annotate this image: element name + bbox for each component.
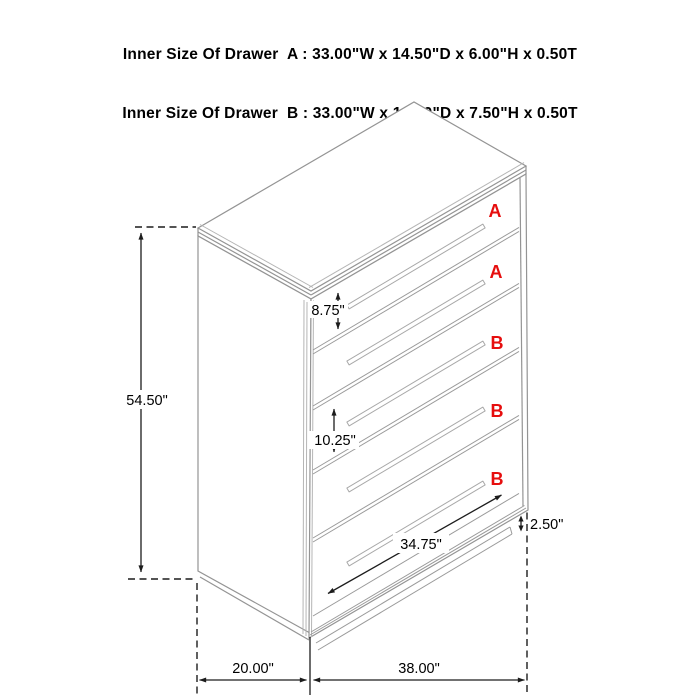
face-width-dimension-label: 34.75" <box>400 537 442 553</box>
dimension-overall-height <box>121 227 197 579</box>
drawer-b-size-text: Inner Size Of Drawer B : 33.00"W x 14.50"D x 7.50"H x 0.50T <box>122 104 578 122</box>
drawer-a-dimension-label: 8.75" <box>311 303 345 319</box>
dimension-overall-depth <box>200 661 307 680</box>
drawer-3-label: B <box>490 333 504 353</box>
plinth-end-cap <box>510 527 512 534</box>
drawer-a-size-text: Inner Size Of Drawer A : 33.00"W x 14.50"D x 6.00"H x 0.50T <box>122 46 578 63</box>
base-dimension-label: 2.50" <box>530 517 564 533</box>
depth-dimension-label: 20.00" <box>232 661 274 677</box>
side-panel-outline <box>198 236 311 633</box>
chest-drawing <box>198 102 528 650</box>
side-panel <box>198 236 311 640</box>
drawer-5-label: B <box>490 469 504 489</box>
dimension-overall-width <box>314 661 525 680</box>
drawer-4-label: B <box>490 401 504 421</box>
height-dimension-label: 54.50" <box>126 393 168 409</box>
drawer-1-label: A <box>488 201 502 221</box>
drawer-2-label: A <box>489 262 503 282</box>
dimension-base-height <box>518 516 563 534</box>
drawer-b-dimension-label: 10.25" <box>314 433 356 449</box>
width-dimension-label: 38.00" <box>398 661 440 677</box>
arrowhead-up <box>518 516 523 522</box>
arrowhead-down <box>518 526 523 532</box>
